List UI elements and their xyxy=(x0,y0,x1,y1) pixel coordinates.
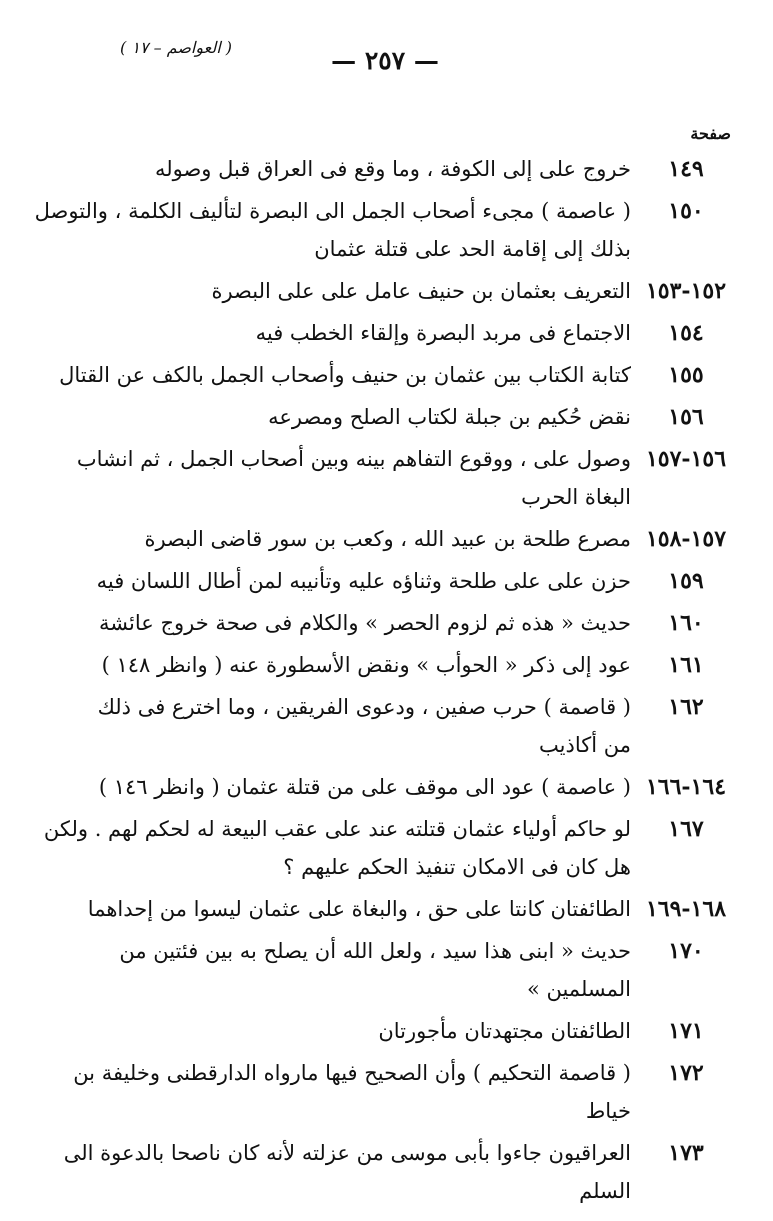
entry-line: العراقيون جاءوا بأبى موسى من عزلته لأنه كان ناصحا بالدعوة الى السلم xyxy=(63,1141,631,1203)
entry-line: حديث « ابنى هذا سيد ، ولعل الله أن يصلح به بين فئتين من المسلمين » xyxy=(119,939,631,1001)
entry-page-ref: ١٥٤ xyxy=(668,320,704,346)
index-entry xyxy=(31,440,741,516)
entry-page-ref: ١٧٢ xyxy=(668,1060,704,1086)
entry-line: هل كان فى الامكان تنفيذ الحكم عليهم ؟ xyxy=(283,855,631,879)
entry-text xyxy=(31,440,631,516)
entry-text xyxy=(31,1054,631,1130)
entry-page-ref: ١٤٩ xyxy=(668,156,704,182)
entry-page-ref: ١٧٣ xyxy=(668,1140,704,1166)
entry-text xyxy=(31,150,631,188)
index-entry xyxy=(31,688,741,764)
entry-page-ref: ١٥٠ xyxy=(668,198,704,224)
entry-line: عود إلى ذكر « الحوأب » ونقض الأسطورة عنه ( وانظر ١٤٨ ) xyxy=(101,653,631,677)
entry-text xyxy=(31,356,631,394)
index-entry xyxy=(31,562,741,600)
entry-text xyxy=(31,604,631,642)
entry-line: التعريف بعثمان بن حنيف عامل على على البصرة xyxy=(211,279,631,303)
entry-line: من أكاذيب xyxy=(539,733,631,757)
page-number: — ٢٥٧ — xyxy=(331,46,439,75)
entry-text xyxy=(31,1012,631,1050)
index-entry xyxy=(31,1134,741,1210)
entry-text xyxy=(31,810,631,886)
index-entry xyxy=(31,150,741,188)
entry-line: ( عاصمة ) عود الى موقف على من قتلة عثمان ( وانظر ١٤٦ ) xyxy=(98,775,631,799)
entry-text xyxy=(31,272,631,310)
entry-line: نقض حُكيم بن جبلة لكتاب الصلح ومصرعه xyxy=(268,405,631,429)
index-entry xyxy=(31,272,741,310)
page-column-header: صفحة xyxy=(690,124,731,143)
entry-line: ( عاصمة ) مجىء أصحاب الجمل الى البصرة لتأليف الكلمة ، والتوصل xyxy=(34,199,631,223)
index-entry xyxy=(31,1054,741,1130)
entry-line: ( قاصمة التحكيم ) وأن الصحيح فيها مارواه الدارقطنى وخليفة بن خياط xyxy=(73,1061,631,1123)
entry-page-ref: ١٦٧ xyxy=(668,816,704,842)
index-entry xyxy=(31,604,741,642)
entry-text xyxy=(31,768,631,806)
entry-line: وصول على ، ووقوع التفاهم بينه وبين أصحاب الجمل ، ثم انشاب xyxy=(76,447,631,471)
entry-page-ref: ١٥٧-١٥٨ xyxy=(645,526,727,552)
entry-page-ref: ١٧٠ xyxy=(668,938,704,964)
index-entry xyxy=(31,646,741,684)
index-entry xyxy=(31,356,741,394)
index-entry xyxy=(31,1012,741,1050)
entry-line: بذلك إلى إقامة الحد على قتلة عثمان xyxy=(314,237,631,261)
index-entry xyxy=(31,192,741,268)
index-entry xyxy=(31,398,741,436)
entry-line: حديث « هذه ثم لزوم الحصر » والكلام فى صحة خروج عائشة xyxy=(99,611,631,635)
index-entry xyxy=(31,768,741,806)
entry-page-ref: ١٥٩ xyxy=(668,568,704,594)
index-entry xyxy=(31,810,741,886)
entry-line: حزن على على طلحة وثناؤه عليه وتأنيبه لمن أطال اللسان فيه xyxy=(96,569,631,593)
entry-line: ( قاصمة ) حرب صفين ، ودعوى الفريقين ، وما اخترع فى ذلك xyxy=(97,695,631,719)
entry-page-ref: ١٥٦-١٥٧ xyxy=(645,446,727,472)
index-entry xyxy=(31,314,741,352)
entry-page-ref: ١٦٢ xyxy=(668,694,704,720)
entry-page-ref: ١٥٥ xyxy=(668,362,704,388)
entry-line: كتابة الكتاب بين عثمان بن حنيف وأصحاب الجمل بالكف عن القتال xyxy=(59,363,631,387)
entry-line: الاجتماع فى مربد البصرة وإلقاء الخطب فيه xyxy=(255,321,631,345)
entry-page-ref: ١٦٨-١٦٩ xyxy=(645,896,727,922)
index-entry xyxy=(31,890,741,928)
entry-page-ref: ١٦١ xyxy=(668,652,704,678)
entry-line: مصرع طلحة بن عبيد الله ، وكعب بن سور قاضى البصرة xyxy=(144,527,631,551)
entry-text xyxy=(31,1134,631,1210)
entry-page-ref: ١٧١ xyxy=(668,1018,704,1044)
entry-text xyxy=(31,192,631,268)
entry-line: الطائفتان كانتا على حق ، والبغاة على عثمان ليسوا من إحداهما xyxy=(87,897,631,921)
entry-line: لو حاكم أولياء عثمان قتلته عند على عقب البيعة له لحكم لهم . ولكن xyxy=(43,817,631,841)
entry-text xyxy=(31,932,631,1008)
entry-page-ref: ١٥٦ xyxy=(668,404,704,430)
entry-text xyxy=(31,890,631,928)
entry-page-ref: ١٦٤-١٦٦ xyxy=(645,774,727,800)
entry-text xyxy=(31,688,631,764)
entry-text xyxy=(31,314,631,352)
entry-line: خروج على إلى الكوفة ، وما وقع فى العراق قبل وصوله xyxy=(154,157,631,181)
entry-text xyxy=(31,646,631,684)
entry-line: البغاة الحرب xyxy=(521,485,631,509)
entry-text xyxy=(31,520,631,558)
entry-line: الطائفتان مجتهدتان مأجورتان xyxy=(378,1019,631,1043)
index-entries xyxy=(31,150,741,1214)
signature-mark: ( العواصم – ١٧ ) xyxy=(120,38,232,57)
index-entry xyxy=(31,520,741,558)
entry-page-ref: ١٦٠ xyxy=(668,610,704,636)
index-entry xyxy=(31,932,741,1008)
entry-text xyxy=(31,562,631,600)
entry-page-ref: ١٥٢-١٥٣ xyxy=(645,278,727,304)
entry-text xyxy=(31,398,631,436)
